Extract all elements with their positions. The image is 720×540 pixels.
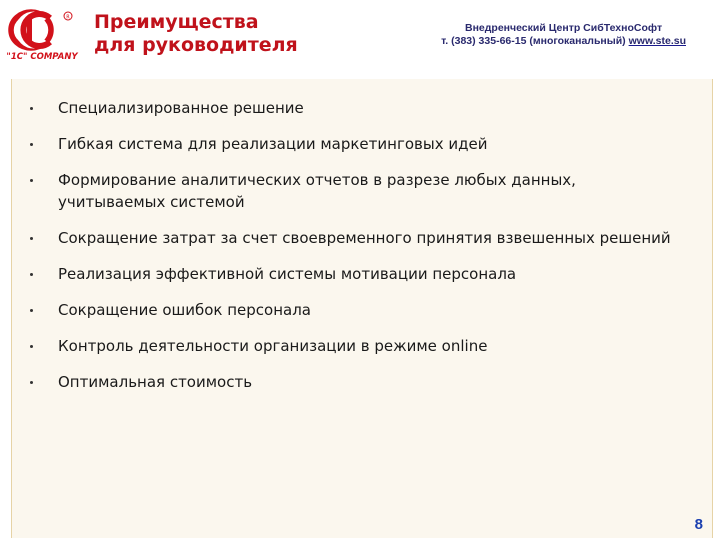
- list-item: [26, 371, 686, 393]
- list-item: [26, 227, 686, 249]
- svg-text:R: R: [66, 14, 70, 21]
- list-item-label: Сокращение затрат за счет своевременного принятия взвешенных решений: [58, 229, 671, 247]
- list-item: [26, 299, 686, 321]
- page-title-line-1: Преимущества: [94, 11, 259, 33]
- bullet-icon: [30, 381, 33, 384]
- list-item-label: Оптимальная стоимость: [58, 373, 253, 391]
- list-item: [26, 133, 686, 155]
- bullet-icon: [30, 107, 33, 110]
- list-item-label: Контроль деятельности организации в режиме online: [58, 337, 488, 355]
- company-phone: т. (383) 335-66-15 (многоканальный): [441, 35, 626, 47]
- svg-text:"1C" COMPANY: "1C" COMPANY: [6, 52, 78, 62]
- list-item: [26, 335, 686, 357]
- list-item-label: Реализация эффективной системы мотивации персонала: [58, 265, 517, 283]
- list-item: [26, 263, 686, 285]
- bullet-icon: [30, 309, 33, 312]
- list-item-label: Гибкая система для реализации маркетинговых идей: [58, 135, 488, 153]
- bullet-icon: [30, 237, 33, 240]
- company-url[interactable]: www.ste.su: [628, 35, 686, 47]
- page-title: [94, 11, 298, 57]
- bullet-icon: [30, 179, 33, 182]
- list-item: [26, 169, 686, 213]
- slide-header: [0, 0, 720, 78]
- list-item-label: Специализированное решение: [58, 99, 304, 117]
- company-info: [441, 22, 686, 48]
- page-title-line-2: для руководителя: [94, 34, 298, 56]
- list-item-label: Формирование аналитических отчетов в разрезе любых данных, учитываемых системой: [58, 171, 576, 211]
- bullet-icon: [30, 273, 33, 276]
- benefits-list: [26, 85, 686, 393]
- company-name: Внедренческий Центр СибТехноСофт: [464, 22, 663, 34]
- bullet-icon: [30, 345, 33, 348]
- bullet-icon: [30, 143, 33, 146]
- list-item-label: Сокращение ошибок персонала: [58, 301, 312, 319]
- page-number: 8: [694, 516, 703, 533]
- 1c-company-logo: [6, 6, 82, 62]
- company-contact: [441, 35, 686, 48]
- list-item: [26, 97, 686, 119]
